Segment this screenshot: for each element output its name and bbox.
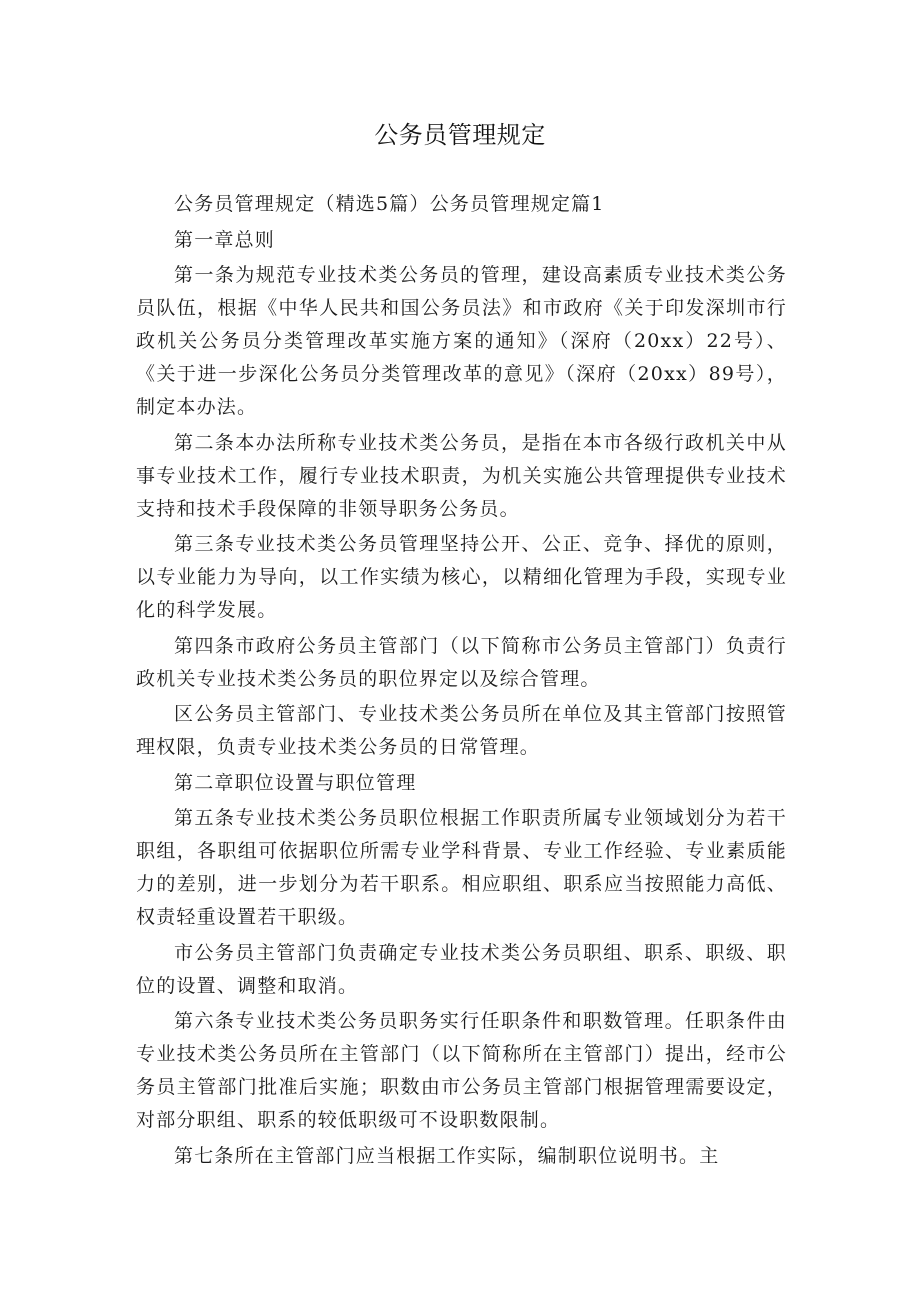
paragraph-article-5-cont: 市公务员主管部门负责确定专业技术类公务员职组、职系、职级、职位的设置、调整和取消。 <box>136 941 787 997</box>
chapter-heading-2: 第二章职位设置与职位管理 <box>174 771 417 794</box>
document-title: 公务员管理规定 <box>374 121 546 149</box>
paragraph-article-3: 第三条专业技术类公务员管理坚持公开、公正、竞争、择优的原则，以专业能力为导向，以工作实绩为核心，以精细化管理为手段，实现专业化的科学发展。 <box>136 533 787 621</box>
paragraph-article-5: 第五条专业技术类公务员职位根据工作职责所属专业领域划分为若干职组，各职组可依据职位所需专业学科背景、专业工作经验、专业素质能力的差别，进一步划分为若干职系。相应职组、职系应当按照能力高低、权责轻重设置若干职级。 <box>136 807 787 928</box>
document-body <box>136 188 787 1175</box>
chapter-heading-1: 第一章总则 <box>174 228 276 251</box>
paragraph-article-2: 第二条本办法所称专业技术类公务员，是指在本市各级行政机关中从事专业技术工作，履行专业技术职责，为机关实施公共管理提供专业技术支持和技术手段保障的非领导职务公务员。 <box>136 431 787 520</box>
paragraph-article-4-cont: 区公务员主管部门、专业技术类公务员所在单位及其主管部门按照管理权限，负责专业技术类公务员的日常管理。 <box>136 703 787 758</box>
paragraph-article-6: 第六条专业技术类公务员职务实行任职条件和职数管理。任职条件由专业技术类公务员所在主管部门（以下简称所在主管部门）提出，经市公务员主管部门批准后实施；职数由市公务员主管部门根据管理需要设定，对部分职组、职系的较低职级可不设职数限制。 <box>136 1010 787 1131</box>
paragraph-article-7: 第七条所在主管部门应当根据工作实际，编制职位说明书。主 <box>174 1144 720 1167</box>
paragraph-article-1: 第一条为规范专业技术类公务员的管理，建设高素质专业技术类公务员队伍，根据《中华人民共和国公务员法》和市政府《关于印发深圳市行政机关公务员分类管理改革实施方案的通知》（深府（20xx）22号）、《关于进一步深化公务员分类管理改革的意见》（深府（20xx）89号），制定本办法。 <box>136 264 787 418</box>
paragraph-article-4: 第四条市政府公务员主管部门（以下简称市公务员主管部门）负责行政机关专业技术类公务员的职位界定以及综合管理。 <box>136 634 787 690</box>
paragraph-intro: 公务员管理规定（精选5篇）公务员管理规定篇1 <box>174 193 605 215</box>
